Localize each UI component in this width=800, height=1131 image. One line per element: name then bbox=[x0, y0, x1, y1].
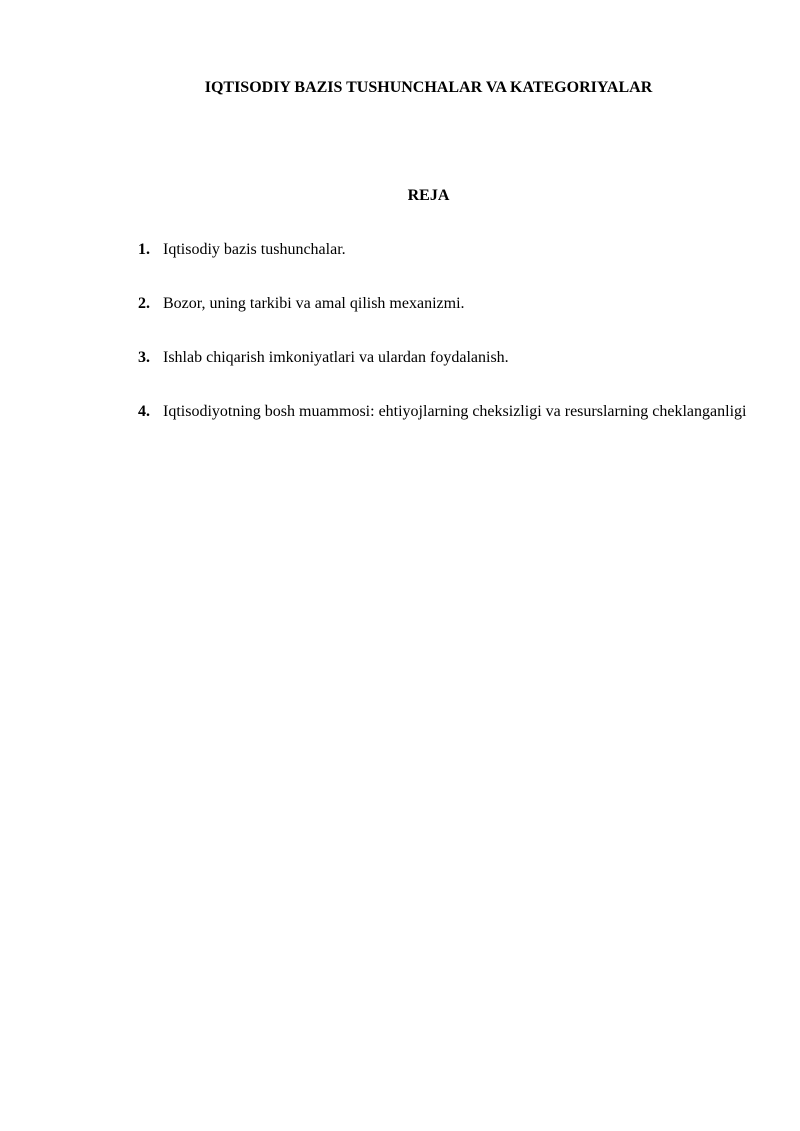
document-title: IQTISODIY BAZIS TUSHUNCHALAR VA KATEGORIYALAR bbox=[204, 79, 653, 96]
plan-item-text: Iqtisodiyotning bosh muammosi: ehtiyojlarning cheksizligi va resurslarning cheklanganligi bbox=[163, 403, 747, 420]
plan-item bbox=[138, 223, 758, 277]
plan-item bbox=[138, 331, 758, 385]
plan-item-number: 1. bbox=[138, 241, 150, 258]
plan-item bbox=[138, 385, 758, 439]
plan-item-text: Iqtisodiy bazis tushunchalar. bbox=[163, 241, 346, 258]
plan-item-number: 2. bbox=[138, 295, 150, 312]
plan-item-text: Ishlab chiqarish imkoniyatlari va ulardan foydalanish. bbox=[163, 349, 509, 366]
plan-item-text: Bozor, uning tarkibi va amal qilish mexanizmi. bbox=[163, 295, 465, 312]
plan-item bbox=[138, 277, 758, 331]
plan-item-number: 3. bbox=[138, 349, 150, 366]
plan-heading: REJA bbox=[407, 187, 450, 204]
plan-item-number: 4. bbox=[138, 403, 150, 420]
